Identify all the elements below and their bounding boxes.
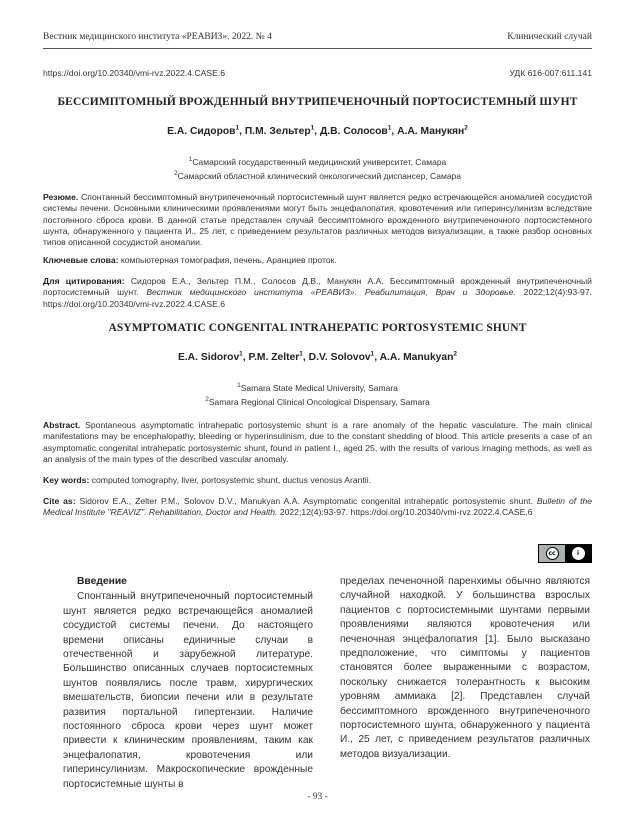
citation-en — [43, 496, 592, 519]
author: Д.В. Солосов$^1$, — [319, 125, 398, 138]
author: P.M. Zelter$^1$, — [248, 351, 309, 364]
keywords-en — [43, 475, 592, 486]
affiliation: $^2$Samara Regional Clinical Oncological Dispensary, Samara — [205, 396, 430, 407]
citation-label: Для цитирования: — [43, 276, 125, 286]
citation-tail[interactable]: 2022;12(4):93-97. https://doi.org/10.20340/vmi-rvz.2022.4.CASE.6 — [279, 507, 533, 518]
affiliations-en — [43, 380, 592, 408]
author: А.А. Манукян$^2$ — [397, 125, 468, 138]
citation-authors: Sidorov E.A., Zelter P.M., Solovov D.V., Manukyan A.A. Asymptomatic congenital intrahepatic portosystemic shunt. — [79, 496, 533, 506]
abstract-text: Спонтанный бессимптомный внутрипеченочный портосистемный шунт является редко встречающейся аномалией сосудистой системы печени. Основными клиническими проявлениями могут быть энцефалопатия, кровотечения или гиперинсулинизм вследствие постоянного сброса крови. В данной статье представлен случай бессимптомного врожденного внутрипеченочного портосистемного шунта, обнаруженного у пациента И., 25 лет, с приведением результатов различных методов визуализации, а также разбор основных типов описанной сосудистой аномалии. — [43, 192, 592, 248]
body-column-right — [340, 575, 590, 762]
author: П.М. Зельтер$^1$, — [244, 125, 320, 138]
body-paragraph: Спонтанный внутрипеченочный портосистемный шунт является редко встречающейся аномалией сосудистой системы печени. До настоящего времени описаны единичные случаи в отечественной и зарубежной литературе. Большинство описанных случаев портосистемных шунтов появлялись после травм, хирургических вмешательств, биопсии печени или в результате развития портальной гипертензии. Наличие постоянного сброса крови через шунт может привести к клиническим проявлениям, таким как энцефалопатия, кровотечения или гиперинсулинизм. Макроскопические врожденные портосистемные шунты в — [63, 591, 313, 790]
keywords-label: Ключевые слова: — [43, 255, 119, 265]
citation-tail[interactable]: 2022;12(4):93-97. https://doi.org/10.20340/vmi-rvz.2022.4.CASE.6 — [43, 287, 592, 309]
author-list-ru — [43, 125, 592, 137]
cc-by-license-badge[interactable] — [538, 544, 592, 563]
affiliation: $^1$Samara State Medical University, Samara — [237, 382, 398, 393]
article-title-en: ASYMPTOMATIC CONGENITAL INTRAHEPATIC PORTOSYSTEMIC SHUNT — [108, 322, 527, 334]
keywords-ru — [43, 255, 592, 266]
section-heading-introduction: Введение — [77, 576, 127, 587]
keywords-label: Key words: — [43, 475, 90, 485]
affiliation: $^2$Самарский областной клинический онкологический диспансер, Самара — [173, 170, 462, 181]
attribution-person-icon: i — [572, 547, 585, 560]
author-list-en — [43, 351, 592, 363]
citation-journal: Вестник медицинского института «РЕАВИЗ». Реабилитация, Врач и Здоровье. — [146, 287, 516, 298]
author: A.A. Manukyan$^2$ — [379, 351, 458, 364]
article-title-ru: БЕССИМПТОМНЫЙ ВРОЖДЕННЫЙ ВНУТРИПЕЧЕНОЧНЫЙ ПОРТОСИСТЕМНЫЙ ШУНТ — [57, 96, 578, 108]
body-paragraph: пределах печеночной паренхимы обычно являются случайной находкой. У большинства взрослых пациентов с портосистемными шунтами первыми проявлениями являются кровотечения или печеночная энцефалопатия [1]. Было высказано предположение, что симптомы у пациентов становятся более выраженными с возрастом, поскольку снижается толерантность к высоким уровням аммиака [2]. Представлен случай бессимптомного врожденного внутрипеченочного портосистемного шунта, обнаруженного у пациента И., 25 лет, с приведением результатов различных методов визуализации. — [340, 576, 590, 760]
author: E.A. Sidorov$^1$, — [177, 351, 249, 364]
citation-ru — [43, 276, 592, 310]
doi-link[interactable]: https://doi.org/10.20340/vmi-rvz.2022.4.CASE.6 — [43, 68, 226, 78]
abstract-text: Spontaneous asymptomatic intrahepatic portosystemic shunt is a rare anomaly of the hepatic vasculature. The main clinical manifestations may be encephalopathy, bleeding or hyperinsulinism, due to the constant shedding of blood. This article presents a case of an asymptomatic congenital intrahepatic portosystemic shunt, found in patient I., aged 25, with the results of various imaging methods, as well as an analysis of the main types of the described vascular anomaly. — [43, 420, 592, 464]
page-number: - 93 - — [307, 792, 328, 802]
abstract-en — [43, 420, 592, 465]
citation-label: Cite as: — [43, 496, 76, 506]
affiliations-ru — [43, 154, 592, 182]
header-divider — [43, 48, 592, 49]
udc-code: УДК 616-007:611.141 — [509, 68, 592, 78]
journal-running-title: Вестник медицинского института «РЕАВИЗ». 2022. № 4 — [43, 32, 272, 42]
citation-journal: Bulletin of the Medical Institute "REAVIZ". Rehabilitation, Doctor and Health. — [43, 496, 593, 518]
author: Е.А. Сидоров$^1$, — [167, 125, 245, 138]
citation-authors: Сидоров Е.А., Зельтер П.М., Солосов Д.В., Манукян А.А. Бессимптомный врожденный внутрипеченочный портосистемный шунт. — [43, 276, 592, 298]
creative-commons-icon: cc — [546, 547, 559, 560]
keywords-text: computed tomography, liver, portosystemic shunt, ductus venosus Arantii. — [91, 475, 371, 485]
section-label: Клинический случай — [507, 32, 592, 42]
abstract-label: Резюме. — [43, 192, 79, 202]
author: D.V. Solovov$^1$, — [308, 351, 380, 364]
abstract-label: Abstract. — [43, 420, 81, 430]
abstract-ru — [43, 192, 592, 248]
keywords-text: компьютерная томография, печень, Аранциев проток. — [120, 255, 337, 265]
body-column-left — [63, 575, 313, 792]
affiliation: $^1$Самарский государственный медицинский университет, Самара — [188, 156, 447, 167]
